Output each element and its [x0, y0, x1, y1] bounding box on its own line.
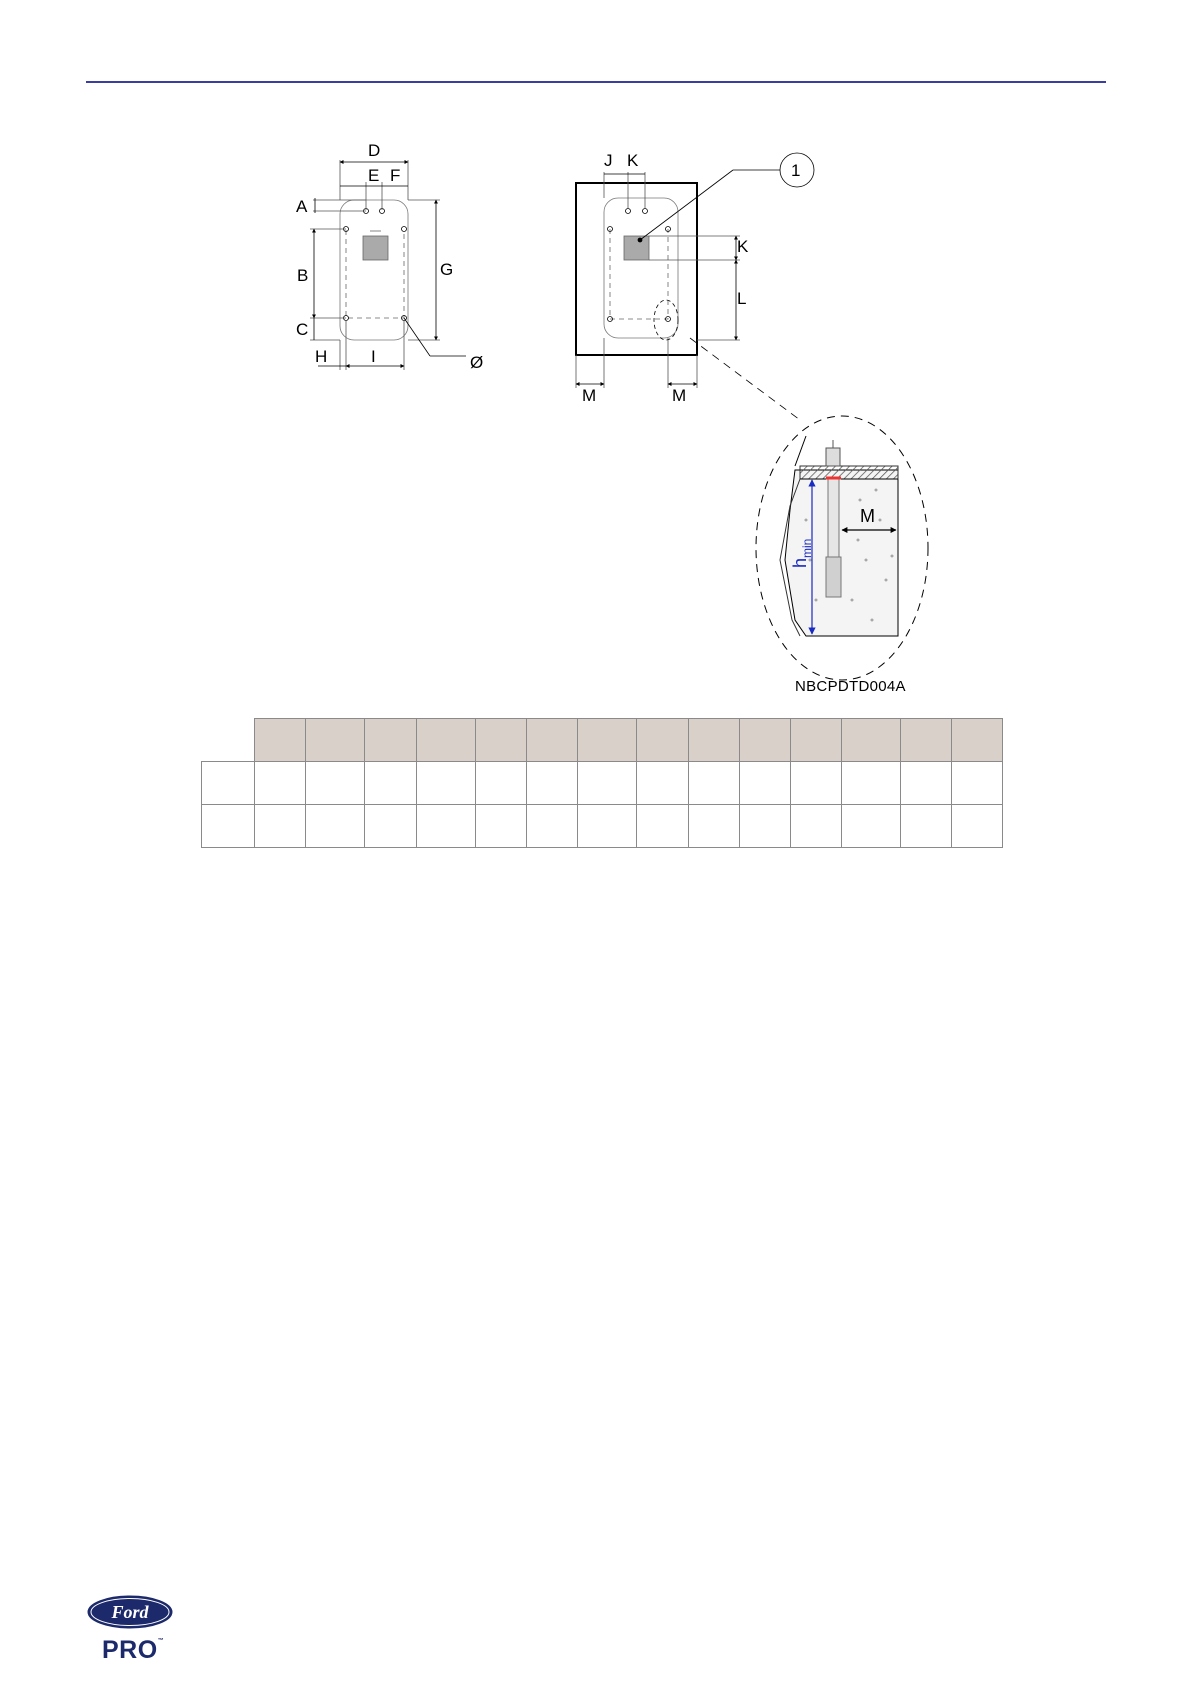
pro-text: PRO	[102, 1636, 158, 1664]
svg-text:F: F	[390, 166, 401, 185]
table-cell	[526, 805, 577, 848]
table-cell	[526, 762, 577, 805]
table-cell	[364, 805, 416, 848]
table-cell	[688, 762, 739, 805]
table-cell	[739, 762, 790, 805]
svg-text:B: B	[297, 266, 309, 285]
table-cell	[475, 762, 526, 805]
table-cell	[577, 762, 636, 805]
svg-text:Ø: Ø	[470, 353, 484, 372]
table-header-row	[202, 719, 1003, 762]
svg-text:K: K	[627, 151, 639, 170]
svg-text:A: A	[296, 197, 308, 216]
dimension-table	[201, 718, 1003, 848]
table-header-cell	[577, 719, 636, 762]
table-header-cell	[841, 719, 900, 762]
svg-text:D: D	[368, 141, 381, 160]
svg-text:J: J	[604, 151, 613, 170]
table-header-cell	[739, 719, 790, 762]
table-cell	[688, 805, 739, 848]
svg-text:I: I	[371, 347, 376, 366]
table-cell	[841, 805, 900, 848]
svg-text:M: M	[860, 506, 875, 526]
table-header-cell	[526, 719, 577, 762]
svg-text:Ford: Ford	[111, 1602, 149, 1622]
table-row	[202, 805, 1003, 848]
table-header-cell	[364, 719, 416, 762]
svg-text:hmin: $h_{min}$	[790, 538, 814, 568]
table-header-cell	[416, 719, 475, 762]
table-cell	[951, 762, 1002, 805]
table-cell	[254, 762, 305, 805]
table-cell	[790, 805, 841, 848]
table-cell	[416, 762, 475, 805]
figure-caption: NBCPDTD004A	[795, 678, 906, 695]
table-header-cell	[900, 719, 951, 762]
table-header-cell	[475, 719, 526, 762]
table-cell	[364, 762, 416, 805]
table-cell	[636, 762, 688, 805]
table-header-cell	[305, 719, 364, 762]
concrete-pad-labels	[582, 151, 800, 405]
ford-pro-wordmark	[102, 1636, 164, 1665]
ford-logo	[86, 1594, 174, 1630]
table-cell	[416, 805, 475, 848]
table-header-cell	[688, 719, 739, 762]
table-row-header	[202, 805, 255, 848]
table-header-cell	[790, 719, 841, 762]
table-cell	[254, 805, 305, 848]
table-cell	[951, 805, 1002, 848]
trademark-mark: ™	[157, 1638, 165, 1644]
table-cell	[475, 805, 526, 848]
svg-text:E: E	[368, 166, 380, 185]
table-cell	[841, 762, 900, 805]
table-cell	[900, 762, 951, 805]
table-cell	[900, 805, 951, 848]
table-header-cell	[254, 719, 305, 762]
table-corner	[202, 719, 255, 762]
svg-text:G: G	[440, 260, 454, 279]
svg-text:M: M	[582, 386, 597, 405]
table-cell	[636, 805, 688, 848]
svg-text:L: L	[737, 289, 747, 308]
table-header-cell	[636, 719, 688, 762]
table-row	[202, 762, 1003, 805]
anchor-detail-drawing	[756, 416, 928, 680]
base-plate-labels	[296, 141, 483, 372]
table-header-cell	[951, 719, 1002, 762]
svg-text:C: C	[296, 320, 309, 339]
mounting-drawing	[0, 0, 1190, 720]
table-row-header	[202, 762, 255, 805]
svg-text:K: K	[737, 237, 749, 256]
svg-text:M: M	[672, 386, 687, 405]
svg-text:1: 1	[791, 161, 801, 180]
table-cell	[739, 805, 790, 848]
table-cell	[790, 762, 841, 805]
concrete-pad-drawing	[576, 153, 814, 420]
table-cell	[577, 805, 636, 848]
table-cell	[305, 762, 364, 805]
svg-text:H: H	[315, 347, 328, 366]
table-cell	[305, 805, 364, 848]
